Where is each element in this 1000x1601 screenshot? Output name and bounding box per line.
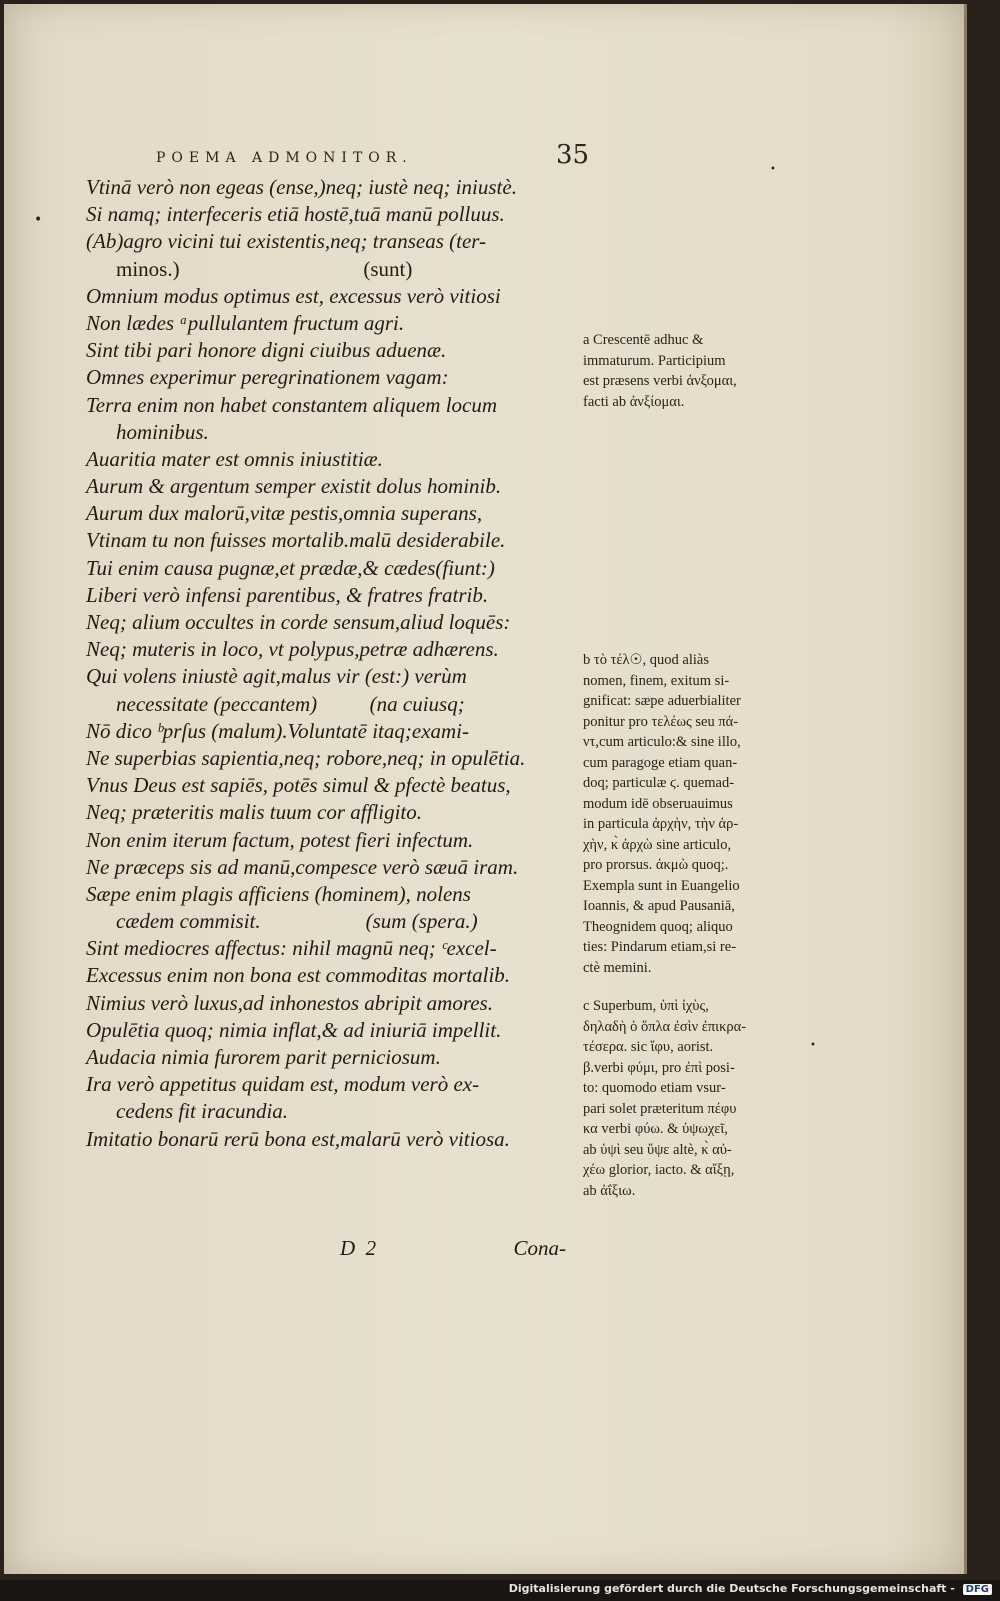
credit-text: Digitalisierung gefördert durch die Deutsche Forschungsgemeinschaft -	[508, 1582, 955, 1595]
note-line: ties: Pindarum etiam,si re-	[583, 939, 737, 955]
text-line: cædem commisit. (sum (spera.)	[116, 909, 478, 934]
note-line: δηλαδὴ ὁ ὅπλα ἐσὶν ἐπικρα-	[583, 1018, 747, 1035]
running-title: POEMA ADMONITOR.	[156, 150, 413, 166]
text-line: Sæpe enim plagis afficiens (hominem), nolens	[86, 881, 471, 906]
note-line: χέω glorior, iacto. & αἴξῃ,	[583, 1162, 735, 1178]
margin-dot: •	[770, 164, 776, 175]
text-line: Auaritia mater est omnis iniustitiæ.	[86, 446, 383, 471]
text-line: Si namq; interfeceris etiā hostē,tuā manū polluus.	[86, 202, 505, 227]
text-line: Ira verò appetitus quidam est, modum verò ex-	[86, 1072, 480, 1097]
note-line: χὴν, κ̀ ἀρχὼ sine articulo,	[583, 836, 732, 853]
note-line: a Crescentē adhuc &	[583, 332, 704, 348]
text-line: Audacia nimia furorem parit perniciosum.	[86, 1045, 441, 1069]
digitization-credit	[509, 1582, 992, 1595]
signature-mark: D 2	[340, 1236, 377, 1260]
text-line: Vtinā verò non egeas (ense,)neq; iustè neq; iniustè.	[86, 175, 517, 199]
note-line: est præsens verbi ἀνξομαι,	[583, 373, 737, 389]
catchword: Cona-	[513, 1236, 566, 1260]
text-line: Omnes experimur peregrinationem vagam:	[86, 365, 449, 390]
note-line: modum idē obseruauimus	[583, 795, 733, 812]
note-line: to: quomodo etiam vsur-	[583, 1080, 726, 1096]
note-line: Ioannis, & apud Pausaniā,	[583, 898, 735, 914]
note-line: ponitur pro τελέως seu πά-	[583, 713, 739, 730]
text-line: (Ab)agro vicini tui existentis,neq; transeas (ter-	[86, 229, 487, 254]
text-line: Tui enim causa pugnæ,et prædæ,& cædes(fiunt:)	[86, 555, 495, 580]
note-line: b τὸ τέλ☉, quod aliàs	[583, 652, 709, 668]
text-line: Nimius verò luxus,ad inhonestos abripit amores.	[86, 990, 493, 1015]
text-line: Aurum dux malorū,vitæ pestis,omnia superans,	[86, 501, 483, 526]
note-line: Exempla sunt in Euangelio	[583, 877, 740, 894]
text-line: Non enim iterum factum, potest fieri infectum.	[86, 827, 474, 852]
marginal-note-b	[583, 650, 798, 978]
note-line: pro prorsus. ἀκμὼ quoq;.	[583, 857, 729, 873]
note-line: ctè memini.	[583, 959, 652, 976]
note-line: cum paragoge etiam quan-	[583, 754, 738, 771]
text-line: minos.) (sunt)	[116, 256, 413, 281]
text-line: Sint tibi pari honore digni ciuibus aduenæ.	[86, 338, 447, 363]
note-line: κα verbi φύω. & ὑψωχεῖ,	[583, 1121, 728, 1137]
note-line: τέσερα. sic ἴφυ, aorist.	[583, 1039, 714, 1055]
text-line: Imitatio bonarū rerū bona est,malarū verò vitiosa.	[86, 1126, 510, 1151]
text-line: Ne præceps sis ad manū,compesce verò sæuā iram.	[86, 854, 519, 879]
text-line: Nō dico ᵇprſus (malum).Voluntatē itaq;exami-	[86, 718, 470, 743]
note-line: immaturum. Participium	[583, 352, 726, 369]
text-line: Opulētia quoq; nimia inflat,& ad iniuriā impellit.	[86, 1017, 502, 1042]
text-line: Liberi verò infensi parentibus, & fratres fratrib.	[86, 582, 489, 607]
text-line: Excessus enim non bona est commoditas mortalib.	[86, 963, 511, 988]
note-line: gnificat: sæpe aduerbialiter	[583, 693, 741, 709]
text-line: Vnus Deus est sapiēs, potēs simul & pfectè beatus,	[86, 773, 511, 798]
note-line: in particula ἀρχὴν, τὴν ἀρ-	[583, 816, 739, 832]
text-line: hominibus.	[116, 419, 209, 444]
marginal-note-c	[583, 996, 798, 1201]
note-line: facti ab ἀνξίομαι.	[583, 393, 685, 410]
text-line: Neq; præteritis malis tuum cor affligito.	[86, 800, 423, 825]
text-line: Vtinam tu non fuisses mortalib.malū desiderabile.	[86, 528, 506, 553]
text-line: Terra enim non habet constantem aliquem locum	[86, 392, 498, 417]
margin-dot: •	[34, 212, 43, 228]
main-text-block	[86, 174, 586, 1153]
text-line: Neq; muteris in loco, vt polypus,petræ adhærens.	[86, 637, 499, 662]
text-line: Non lædes ᵃpullulantem fructum agri.	[86, 310, 405, 335]
text-line: necessitate (peccantem) (na cuiusq;	[116, 691, 465, 716]
text-line: Neq; alium occultes in corde sensum,aliud loquēs:	[86, 610, 511, 634]
note-line: doq; particulæ ϛ. quemad-	[583, 775, 735, 791]
text-line: cedens fit iracundia.	[116, 1099, 289, 1124]
note-line: ab ὑψὶ seu ὕψε altè, κ̀ αὐ-	[583, 1141, 732, 1158]
text-line: Sint mediocres affectus: nihil magnū neq; ᶜexcel-	[86, 936, 497, 961]
page-footer	[86, 1236, 566, 1266]
text-line: Aurum & argentum semper existit dolus hominib.	[86, 474, 502, 499]
marginal-note-a	[583, 330, 798, 412]
note-line: Theognidem quoq; aliquo	[583, 918, 733, 935]
text-line: Omnium modus optimus est, excessus verò vitiosi	[86, 283, 501, 308]
margin-dot: •	[810, 1040, 816, 1051]
note-line: pari solet præteritum πέφυ	[583, 1100, 737, 1117]
note-line: ab ἀΐξιω.	[583, 1182, 636, 1199]
note-line: nomen, finem, exitum si-	[583, 672, 730, 689]
page-number: 35	[556, 140, 590, 170]
text-line: Ne superbias sapientia,neq; robore,neq; in opulētia.	[86, 745, 526, 770]
page-header	[156, 142, 596, 172]
text-line: Qui volens iniustè agit,malus vir (est:) verùm	[86, 664, 467, 689]
dfg-logo: DFG	[963, 1584, 992, 1595]
note-line: c Superbum, ὑπὶ ἰχὺς,	[583, 998, 709, 1014]
note-line: β.verbi φύμι, pro ἐπὶ posi-	[583, 1059, 735, 1076]
note-line: ντ,cum articulo:& sine illo,	[583, 734, 741, 750]
